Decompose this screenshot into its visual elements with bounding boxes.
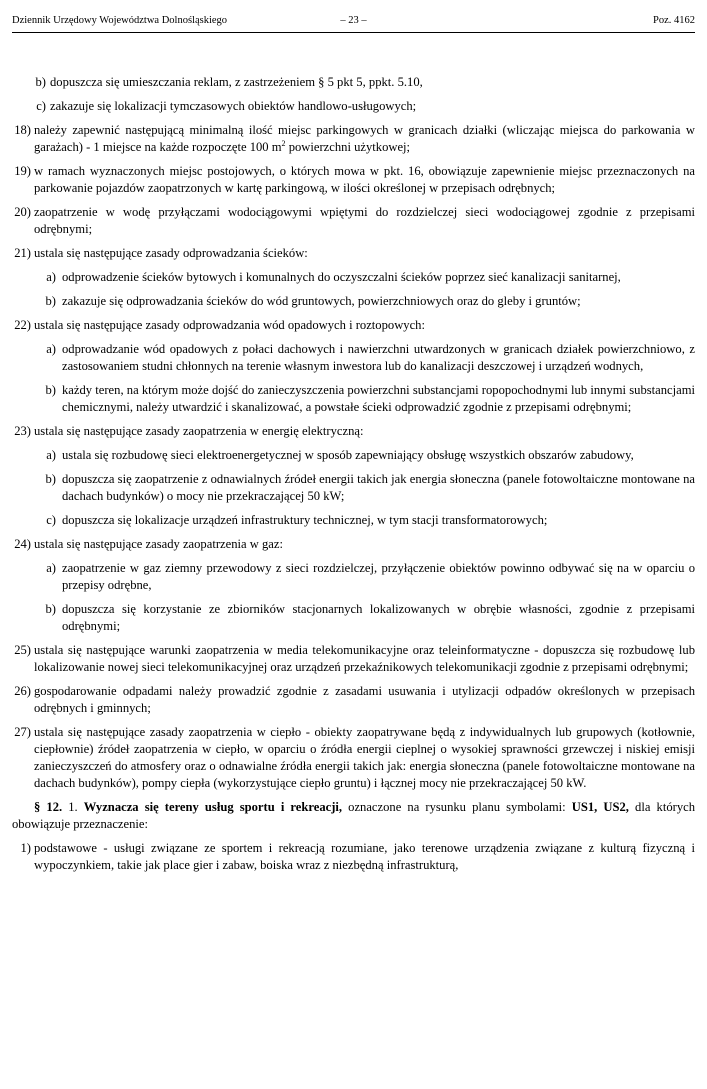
list-item: 19) w ramach wyznaczonych miejsc postojowych, o których mowa w pkt. 16, obowiązuje zapewnienie miejsc przeznaczonych na parkowanie pojazdów zaopatrzonych w kartę parkingową, w ilości określonej w przepisach odrębnych; — [14, 164, 695, 195]
list-subitem: b) zakazuje się odprowadzania ścieków do wód gruntowych, powierzchniowych oraz do gleby i gruntów; — [45, 294, 581, 308]
section-heading: Wyznacza się tereny usług sportu i rekreacji, — [83, 800, 343, 814]
section-paragraph: § 12. 1. Wyznacza się tereny usług sportu i rekreacji, oznaczone na rysunku planu symbolami: US1, US2, dla których obowiązuje przeznaczenie: — [12, 800, 695, 831]
list-item: 21) ustala się następujące zasady odprowadzania ścieków: — [14, 246, 308, 260]
list-subitem: a) odprowadzanie wód opadowych z połaci dachowych i nawierzchni utwardzonych w granicach działek powierzchniowo, z zastosowaniem studni chłonnych na terenie własnym inwestora lub do kanalizacji deszczowej i urządzeń wodnych, — [46, 342, 695, 373]
list-item: 20) zaopatrzenie w wodę przyłączami wodociągowymi wpiętymi do rozdzielczej sieci wodociągowej zgodnie z przepisami odrębnymi; — [14, 205, 695, 236]
position-number: Poz. 4162 — [653, 15, 695, 26]
list-subitem: a) odprowadzenie ścieków bytowych i komunalnych do oczyszczalni ścieków poprzez sieć kanalizacji sanitarnej, — [46, 270, 621, 284]
list-subitem: b) dopuszcza się zaopatrzenie z odnawialnych źródeł energii takich jak energia słoneczna (panele fotowoltaiczne montowane na dachach budynków) o mocy nie przekraczającej 50 kW; — [45, 472, 695, 503]
list-item: b) dopuszcza się umieszczania reklam, z zastrzeżeniem § 5 pkt 5, ppkt. 5.10, — [35, 75, 423, 89]
list-item: 1) podstawowe - usługi związane ze sportem i rekreacją rozumiane, jako terenowe urządzenia związane z kulturą fizyczną i wypoczynkiem, takie jak place gier i zabaw, boiska wraz z niezbędną infrastrukturą, — [20, 841, 695, 872]
list-item: 25) ustala się następujące warunki zaopatrzenia w media telekomunikacyjne oraz teleinformatyczne - dopuszcza się rozbudowę lub lokalizowanie nowej sieci telekomunikacyjnej oraz urządzeń przekaźnikowych telekomunikacji zgodnie z przepisami odrębnymi; — [14, 643, 695, 674]
list-subitem: b) dopuszcza się korzystanie ze zbiorników stacjonarnych lokalizowanych w obrębie własności, zgodnie z przepisami odrębnymi; — [45, 602, 695, 633]
list-item: 22) ustala się następujące zasady odprowadzania wód opadowych i roztopowych: — [14, 318, 425, 332]
list-subitem: a) zaopatrzenie w gaz ziemny przewodowy z sieci rozdzielczej, przyłączenie obiektów powinno odbywać się na w oparciu o przepisy odrębne, — [46, 561, 695, 592]
list-item: 18) należy zapewnić następującą minimalną ilość miejsc parkingowych w granicach działki (wliczając miejsca do parkowania w garażach) - 1 miejsce na każde rozpoczęte 100 $m^2$ powierzchni użytkowej; — [14, 123, 695, 154]
page-number: – 23 – — [340, 15, 367, 26]
page-header — [12, 10, 695, 33]
journal-title: Dziennik Urzędowy Województwa Dolnośląskiego — [12, 15, 228, 26]
list-item: c) zakazuje się lokalizacji tymczasowych obiektów handlowo-usługowych; — [36, 99, 417, 113]
list-subitem: b) każdy teren, na którym może dojść do zanieczyszczenia powierzchni substancjami ropopochodnymi lub innymi substancjami chemicznymi, należy utwardzić i skanalizować, a powstałe ścieki odprowadzić zgodnie z przepisami odrębnymi; — [45, 383, 695, 414]
section-number: § 12. — [34, 800, 63, 814]
document-body — [12, 74, 695, 881]
list-item: 26) gospodarowanie odpadami należy prowadzić zgodnie z zasadami usuwania i utylizacji odpadów określonych w przepisach odrębnych i gminnych; — [14, 684, 695, 715]
list-item: 23) ustala się następujące zasady zaopatrzenia w energię elektryczną: — [14, 424, 364, 438]
list-subitem: c) dopuszcza się lokalizacje urządzeń infrastruktury technicznej, w tym stacji transformatorowych; — [46, 513, 548, 527]
list-item: 27) ustala się następujące zasady zaopatrzenia w ciepło - obiekty zaopatrywane będą z indywidualnych lub grupowych (kotłownie, ciepłownie) źródeł zaopatrzenia w ciepło, w oparciu o źródła energii cieplnej o wysokiej sprawności grzewczej i niskiej emisji zanieczyszczeń do atmosfery oraz o odnawialne źródła energii takich jak: energia słoneczna (panele fotowoltaiczne montowane na dachach budynków), pompy ciepła (wykorzystujące ciepło gruntu) i łącznej mocy nie przekraczającej 50 kW. — [14, 725, 695, 790]
list-subitem: a) ustala się rozbudowę sieci elektroenergetycznej w sposób zapewniający obsługę wszystkich obszarów zabudowy, — [46, 448, 634, 462]
list-item: 24) ustala się następujące zasady zaopatrzenia w gaz: — [14, 537, 283, 551]
